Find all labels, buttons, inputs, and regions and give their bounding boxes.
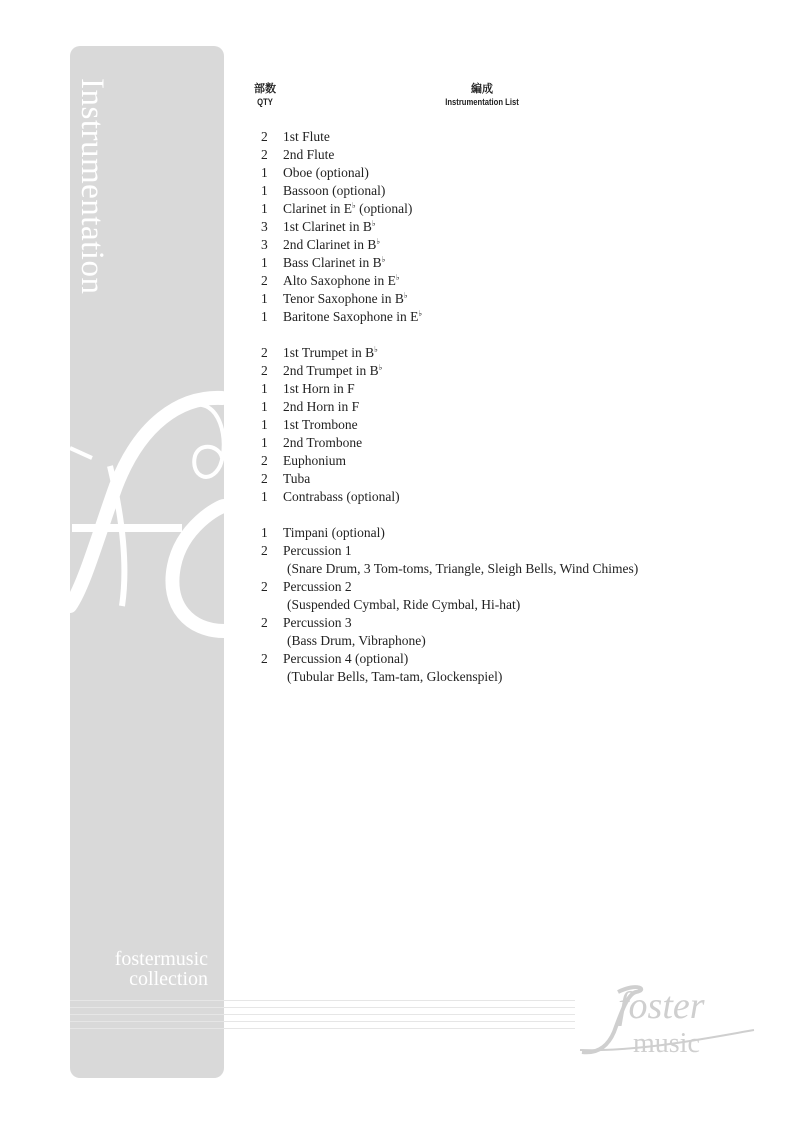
instrument-qty: 2 xyxy=(261,579,268,594)
brand-line-2: collection xyxy=(129,968,208,990)
instrument-qty: 2 xyxy=(261,615,268,630)
instrument-name: 2nd Clarinet in B♭ xyxy=(283,237,381,252)
instrument-row xyxy=(255,398,775,416)
instrument-qty xyxy=(255,596,283,614)
instrument-detail-row xyxy=(255,596,775,614)
instrument-name: Percussion 1 xyxy=(283,543,352,558)
instrument-qty: 3 xyxy=(261,237,268,252)
instrument-qty: 2 xyxy=(261,543,268,558)
instrument-row xyxy=(255,542,775,560)
instrument-qty: 1 xyxy=(261,381,268,396)
flat-sign: ♭ xyxy=(371,219,376,228)
flat-sign: ♭ xyxy=(381,255,386,264)
instrument-name: (Snare Drum, 3 Tom-toms, Triangle, Sleigh Bells, Wind Chimes) xyxy=(287,561,639,576)
instrument-qty xyxy=(255,560,283,578)
instrument-qty xyxy=(255,632,283,650)
flat-sign: ♭ xyxy=(418,309,423,318)
instrument-row xyxy=(255,236,775,254)
group-gap xyxy=(255,506,775,524)
instrument-qty: 1 xyxy=(261,309,268,324)
instrument-detail-row xyxy=(255,668,775,686)
instrument-row xyxy=(255,614,775,632)
instrument-qty: 1 xyxy=(261,417,268,432)
instrument-row xyxy=(255,362,775,380)
instrument-row xyxy=(255,254,775,272)
instrument-name: Percussion 3 xyxy=(283,615,352,630)
sidebar-title xyxy=(75,78,109,308)
instrument-row xyxy=(255,488,775,506)
instrument-name: Euphonium xyxy=(283,453,346,468)
logo-line-1: foster xyxy=(618,985,705,1027)
instrument-row xyxy=(255,380,775,398)
instrument-qty: 2 xyxy=(261,129,268,144)
flat-sign: ♭ xyxy=(378,363,383,372)
instrument-qty: 2 xyxy=(261,147,268,162)
instrument-row xyxy=(255,218,775,236)
instrument-name: 1st Flute xyxy=(283,129,330,144)
instrument-name: Percussion 2 xyxy=(283,579,352,594)
instrument-name: (Bass Drum, Vibraphone) xyxy=(287,633,426,648)
instrument-row xyxy=(255,452,775,470)
instrument-row xyxy=(255,650,775,668)
instrument-name: 1st Trombone xyxy=(283,417,358,432)
flat-sign: ♭ xyxy=(376,237,381,246)
list-header-cn: 編成 xyxy=(471,83,493,95)
instrument-qty: 1 xyxy=(261,255,268,270)
instrument-qty: 1 xyxy=(261,525,268,540)
instrument-qty: 1 xyxy=(261,183,268,198)
instrument-row xyxy=(255,128,775,146)
list-header-en: Instrumentation List xyxy=(445,97,519,107)
instrument-name: Contrabass (optional) xyxy=(283,489,400,504)
instrumentation-header xyxy=(412,82,552,108)
qty-header-cn: 部数 xyxy=(254,83,276,95)
foster-music-logo xyxy=(578,980,758,1060)
flat-sign: ♭ xyxy=(395,273,400,282)
group-gap xyxy=(255,326,775,344)
instrument-row xyxy=(255,200,775,218)
instrument-row xyxy=(255,308,775,326)
brand-text xyxy=(115,949,208,989)
instrument-qty: 1 xyxy=(261,201,268,216)
instrument-name: Alto Saxophone in E♭ xyxy=(283,273,400,288)
instrument-name: Oboe (optional) xyxy=(283,165,369,180)
instrument-qty: 1 xyxy=(261,165,268,180)
instrument-qty: 1 xyxy=(261,291,268,306)
instrument-detail-row xyxy=(255,632,775,650)
instrument-name: (Tubular Bells, Tam-tam, Glockenspiel) xyxy=(287,669,503,684)
instrument-qty: 2 xyxy=(261,651,268,666)
instrument-qty: 1 xyxy=(261,489,268,504)
instrument-name: 2nd Flute xyxy=(283,147,335,162)
instrument-qty: 3 xyxy=(261,219,268,234)
instrument-row xyxy=(255,524,775,542)
instrument-name: Percussion 4 (optional) xyxy=(283,651,409,666)
instrument-name: Bass Clarinet in B♭ xyxy=(283,255,386,270)
qty-header xyxy=(248,82,282,108)
instrument-name: 1st Horn in F xyxy=(283,381,355,396)
instrument-name: 2nd Trumpet in B♭ xyxy=(283,363,383,378)
instrument-qty: 1 xyxy=(261,399,268,414)
instrument-row xyxy=(255,182,775,200)
instrument-row xyxy=(255,470,775,488)
instrument-row xyxy=(255,434,775,452)
flat-sign: ♭ xyxy=(403,291,408,300)
instrument-name: Clarinet in E♭ (optional) xyxy=(283,201,413,216)
staff-lines xyxy=(70,1000,575,1030)
instrument-qty: 2 xyxy=(261,273,268,288)
instrument-row xyxy=(255,164,775,182)
sidebar-title-text: Instrumentation xyxy=(74,78,110,295)
instrument-qty: 2 xyxy=(261,345,268,360)
flat-sign: ♭ xyxy=(351,201,356,210)
qty-header-en: QTY xyxy=(257,97,273,107)
instrument-qty: 1 xyxy=(261,435,268,450)
instrument-row xyxy=(255,272,775,290)
instrument-row xyxy=(255,578,775,596)
instrument-name: Tuba xyxy=(283,471,311,486)
instrument-qty: 2 xyxy=(261,363,268,378)
instrument-row xyxy=(255,344,775,362)
instrument-row xyxy=(255,290,775,308)
instrument-name: Timpani (optional) xyxy=(283,525,385,540)
instrument-name: 1st Trumpet in B♭ xyxy=(283,345,378,360)
instrument-row xyxy=(255,416,775,434)
instrument-name: Baritone Saxophone in E♭ xyxy=(283,309,423,324)
logo-line-2: music xyxy=(633,1028,700,1059)
instrument-name: Bassoon (optional) xyxy=(283,183,386,198)
instrument-qty: 2 xyxy=(261,471,268,486)
instrument-qty xyxy=(255,668,283,686)
instrument-name: Tenor Saxophone in B♭ xyxy=(283,291,408,306)
flat-sign: ♭ xyxy=(374,345,378,354)
instrument-name: 1st Clarinet in B♭ xyxy=(283,219,376,234)
instrument-name: (Suspended Cymbal, Ride Cymbal, Hi-hat) xyxy=(287,597,521,612)
instrument-name: 2nd Trombone xyxy=(283,435,363,450)
instrument-row xyxy=(255,146,775,164)
brand-line-1: fostermusic xyxy=(114,948,208,970)
instrument-detail-row xyxy=(255,560,775,578)
instrument-list xyxy=(255,128,775,686)
instrument-qty: 2 xyxy=(261,453,268,468)
instrument-name: 2nd Horn in F xyxy=(283,399,360,414)
